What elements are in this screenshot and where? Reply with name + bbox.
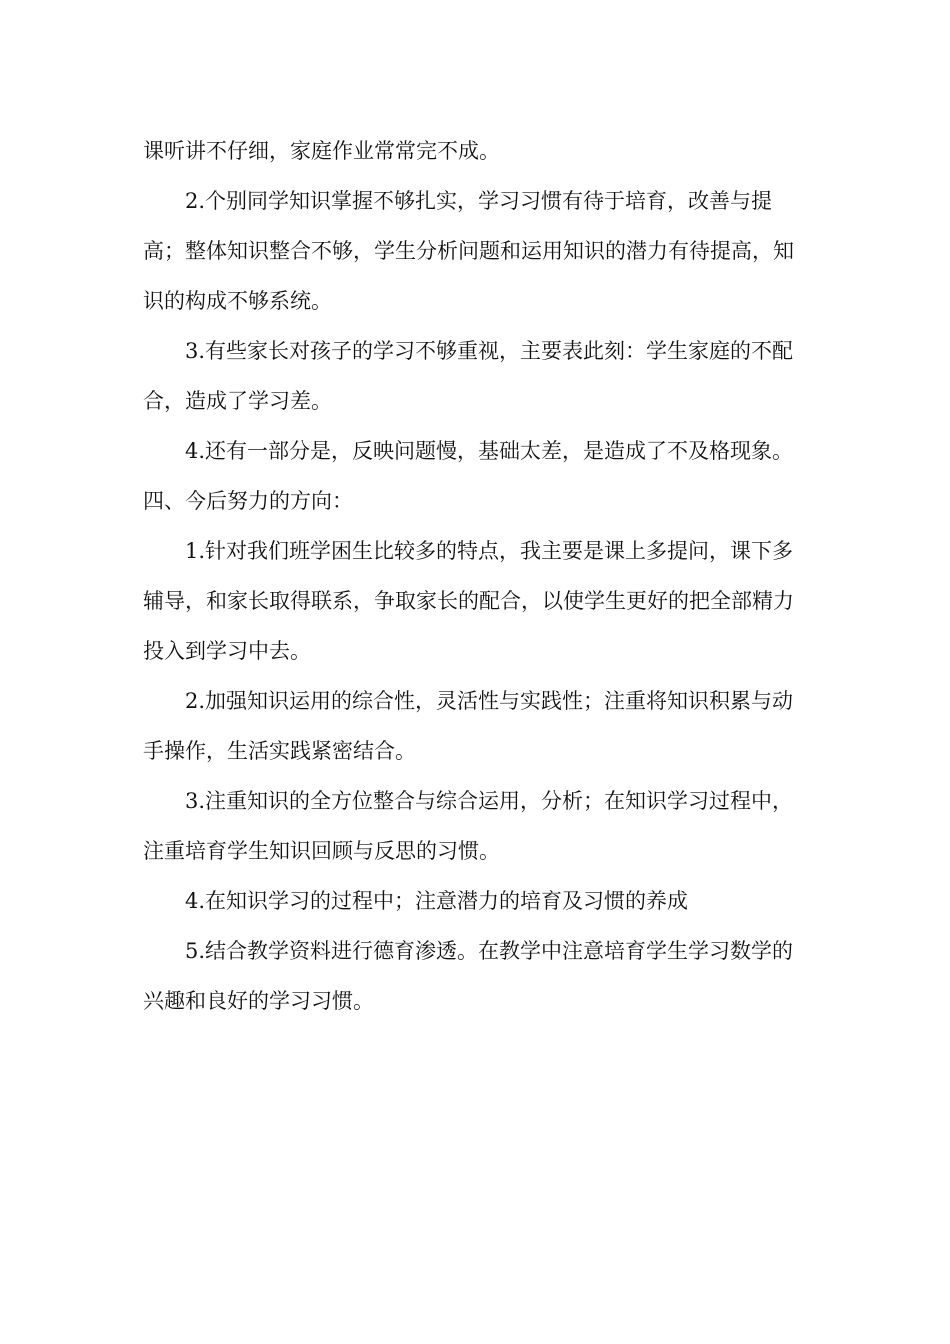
document-body [143, 126, 807, 1026]
paragraph-direction-3: 3.注重知识的全方位整合与综合运用，分析；在知识学习过程中，注重培育学生知识回顾与反思的习惯。 [143, 789, 794, 863]
paragraph-direction-2: 2.加强知识运用的综合性，灵活性与实践性；注重将知识积累与动手操作，生活实践紧密结合。 [143, 689, 794, 763]
paragraph-direction-5: 5.结合教学资料进行德育渗透。在教学中注意培育学生学习数学的兴趣和良好的学习习惯。 [143, 939, 794, 1013]
paragraph-continuation: 课听讲不仔细，家庭作业常常完不成。 [143, 139, 500, 163]
paragraph-issue-4: 4.还有一部分是，反映问题慢，基础太差，是造成了不及格现象。四、今后努力的方向： [143, 439, 794, 513]
paragraph-issue-3: 3.有些家长对孩子的学习不够重视，主要表此刻：学生家庭的不配合，造成了学习差。 [143, 339, 794, 413]
paragraph-direction-1: 1.针对我们班学困生比较多的特点，我主要是课上多提问，课下多辅导，和家长取得联系，争取家长的配合，以使学生更好的把全部精力投入到学习中去。 [143, 539, 794, 663]
paragraph-direction-4: 4.在知识学习的过程中；注意潜力的培育及习惯的养成 [185, 889, 689, 913]
paragraph-issue-2: 2.个别同学知识掌握不够扎实，学习习惯有待于培育，改善与提高；整体知识整合不够，学生分析问题和运用知识的潜力有待提高，知识的构成不够系统。 [143, 189, 794, 313]
